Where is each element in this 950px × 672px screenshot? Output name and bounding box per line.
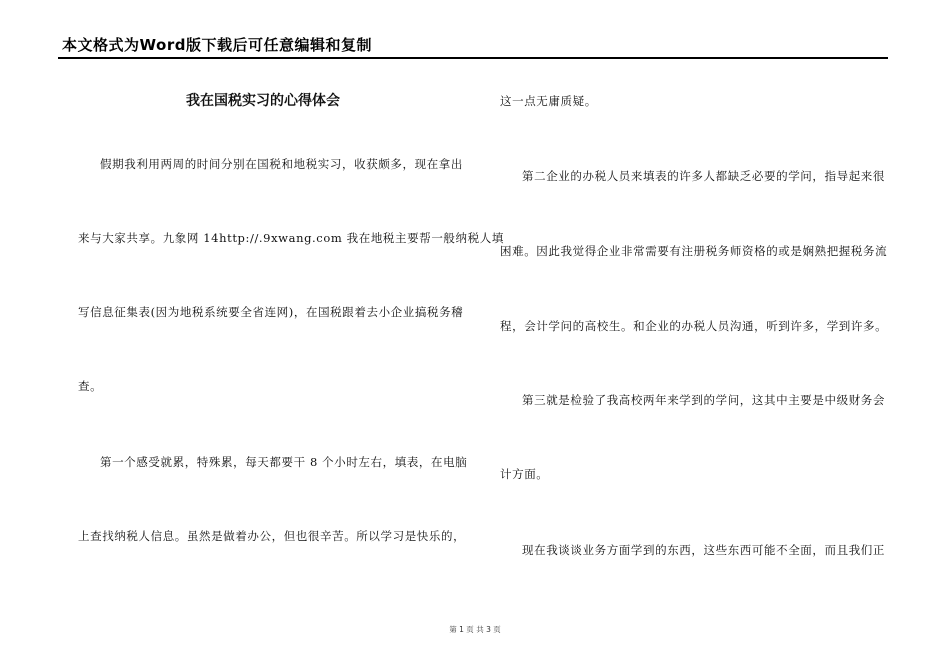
paragraph-line: 第二企业的办税人员来填表的许多人都缺乏必要的学问，指导起来很 bbox=[522, 169, 885, 183]
paragraph-line: 计方面。 bbox=[500, 467, 549, 481]
paragraph-line: 查。 bbox=[78, 379, 103, 393]
paragraph-line: 现在我谈谈业务方面学到的东西，这些东西可能不全面，而且我们正 bbox=[522, 543, 885, 557]
paragraph-line: 这一点无庸质疑。 bbox=[500, 94, 597, 108]
banner-divider bbox=[58, 57, 888, 59]
page-title: 我在国税实习的心得体会 bbox=[186, 93, 340, 109]
paragraph-line: 来与大家共享。九象网 14http://.9xwang.com 我在地税主要帮一般纳税人填 bbox=[78, 231, 504, 245]
paragraph-line: 第一个感受就累，特殊累，每天都要干 8 个小时左右，填表，在电脑 bbox=[100, 455, 468, 469]
paragraph-line: 困难。因此我觉得企业非常需要有注册税务师资格的或是娴熟把握税务流 bbox=[500, 244, 888, 258]
paragraph-line: 程，会计学问的高校生。和企业的办税人员沟通，听到许多，学到许多。 bbox=[500, 319, 888, 333]
paragraph-line: 假期我利用两周的时间分别在国税和地税实习，收获颇多，现在拿出 bbox=[100, 157, 463, 171]
page-number: 第 1 页 共 3 页 bbox=[449, 625, 501, 634]
paragraph-line: 第三就是检验了我高校两年来学到的学问，这其中主要是中级财务会 bbox=[522, 393, 885, 407]
paragraph-line: 写信息征集表(因为地税系统要全省连网)，在国税跟着去小企业搞税务稽 bbox=[78, 305, 464, 319]
download-banner: 本文格式为Word版下载后可任意编辑和复制 bbox=[62, 36, 372, 54]
right-column bbox=[500, 60, 886, 632]
paragraph-line: 上查找纳税人信息。虽然是做着办公，但也很辛苦。所以学习是快乐的， bbox=[78, 529, 466, 543]
